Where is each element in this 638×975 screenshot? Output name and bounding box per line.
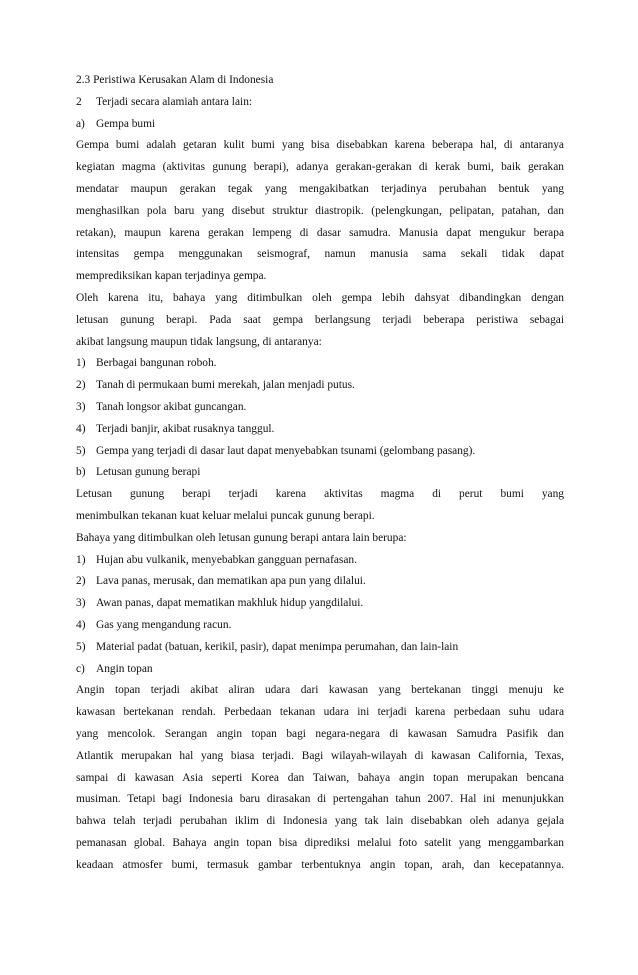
paragraph-line: pemanasan global. Bahaya angin topan bisa diprediksi melalui foto satelit yang menggambarkan [76,836,564,849]
list-item [76,397,564,419]
list-text: Material padat (batuan, kerikil, pasir), dapat menimpa perumahan, dan lain-lain [96,640,459,653]
list-number: 3) [76,400,86,413]
list-text: Terjadi secara alamiah antara lain: [96,95,253,108]
list-item [76,593,564,615]
volcano-paragraph-1 [76,484,564,528]
paragraph-line: Angin topan terjadi akibat aliran udara dari kawasan yang bertekanan tinggi menuju ke [76,684,564,697]
paragraph-line: Gempa bumi adalah getaran kulit bumi yang bisa disebabkan karena beberapa hal, di antaranya [76,139,564,152]
paragraph-line: kegiatan magma (aktivitas gunung berapi), adanya gerakan-gerakan di kerak bumi, baik gerakan [76,161,564,174]
list-number: 2) [76,379,86,392]
earthquake-effects-list [76,353,564,462]
list-text: Tanah di permukaan bumi merekah, jalan menjadi putus. [96,379,355,392]
earthquake-paragraph-1 [76,135,564,288]
storm-paragraph-1 [76,680,564,876]
list-text: Gas yang mengandung racun. [96,618,232,631]
list-number: 5) [76,444,86,457]
list-number: 1) [76,553,86,566]
list-number: 2) [76,575,86,588]
list-number: 2 [76,95,82,108]
list-number: 4) [76,422,86,435]
paragraph-line: menimbulkan tekanan kuat keluar melalui puncak gunung berapi. [76,509,375,522]
list-number: c) [76,662,85,675]
list-number: 5) [76,640,86,653]
list-number: 3) [76,597,86,610]
volcano-effects-list [76,550,564,659]
paragraph-line: mendatar maupun gerakan tegak yang mengakibatkan terjadinya perubahan bentuk yang [76,182,564,195]
list-text: Hujan abu vulkanik, menyebabkan gangguan pernafasan. [96,553,357,566]
list-text: Lava panas, merusak, dan mematikan apa pun yang dilalui. [96,575,366,588]
list-number: b) [76,466,86,479]
list-text: Tanah longsor akibat guncangan. [96,400,247,413]
list-text: Angin topan [96,662,153,675]
document-page [76,70,564,876]
list-text: Gempa bumi [96,117,156,130]
paragraph-line: letusan gunung berapi. Pada saat gempa berlangsung terjadi beberapa peristiwa sebagai [76,313,564,326]
volcano-intro: Bahaya yang ditimbulkan oleh letusan gunung berapi antara lain berupa: [76,531,407,544]
list-item [76,571,564,593]
section-title: 2.3 Peristiwa Kerusakan Alam di Indonesia [76,74,274,86]
list-text: Gempa yang terjadi di dasar laut dapat menyebabkan tsunami (gelombang pasang). [96,444,476,457]
list-item [76,441,564,463]
paragraph-line: sampai di kawasan Asia seperti Korea dan Taiwan, bahaya angin topan merupakan bencana [76,771,564,784]
list-item [76,419,564,441]
earthquake-paragraph-2 [76,288,564,353]
list-item [76,637,564,659]
volcano-heading [76,462,564,484]
list-text: Awan panas, dapat mematikan makhluk hidup yangdilalui. [96,597,364,610]
paragraph-line: keadaan atmosfer bumi, termasuk gambar terbentuknya angin topan, arah, dan kecepatannya. [76,858,564,871]
list-item [76,615,564,637]
list-text: Letusan gunung berapi [96,466,201,479]
paragraph-line: musiman. Tetapi bagi Indonesia baru dirasakan di pertengahan tahun 2007. Hal ini menunjukkan [76,793,564,806]
paragraph-line: Oleh karena itu, bahaya yang ditimbulkan oleh gempa lebih dahsyat dibandingkan dengan [76,291,564,304]
paragraph-line: bahwa telah terjadi perubahan iklim di Indonesia yang tak lain disebabkan oleh adanya gejala [76,815,564,828]
paragraph-line: akibat langsung maupun tidak langsung, di antaranya: [76,335,322,348]
natural-intro [76,92,564,114]
list-number: 4) [76,618,86,631]
paragraph-line: retakan), maupun karena gerakan lempeng di dasar samudra. Manusia dapat mengukur berapa [76,226,564,239]
paragraph-line: intensitas gempa menggunakan seismograf, namun manusia sama sekali tidak dapat [76,248,564,261]
earthquake-heading [76,114,564,136]
paragraph-line: menghasilkan pola baru yang disebut struktur diastropik. (pelengkungan, pelipatan, patahan, dan [76,204,564,217]
list-text: Terjadi banjir, akibat rusaknya tanggul. [96,422,275,435]
list-item [76,353,564,375]
list-number: a) [76,117,85,130]
list-item [76,550,564,572]
paragraph-line: Letusan gunung berapi terjadi karena aktivitas magma di perut bumi yang [76,488,564,501]
paragraph-line: yang mencolok. Serangan angin topan bagi negara-negara di kawasan Samudra Pasifik dan [76,727,564,740]
list-text: Berbagai bangunan roboh. [96,357,217,370]
list-item [76,375,564,397]
paragraph-line: memprediksikan kapan terjadinya gempa. [76,270,267,283]
paragraph-line: kawasan bertekanan rendah. Perbedaan tekanan udara ini terjadi karena perbedaan suhu udara [76,706,564,719]
paragraph-line: Atlantik merupakan hal yang biasa terjadi. Bagi wilayah-wilayah di kawasan California, Texas, [76,749,564,762]
storm-heading [76,659,564,681]
list-number: 1) [76,357,86,370]
